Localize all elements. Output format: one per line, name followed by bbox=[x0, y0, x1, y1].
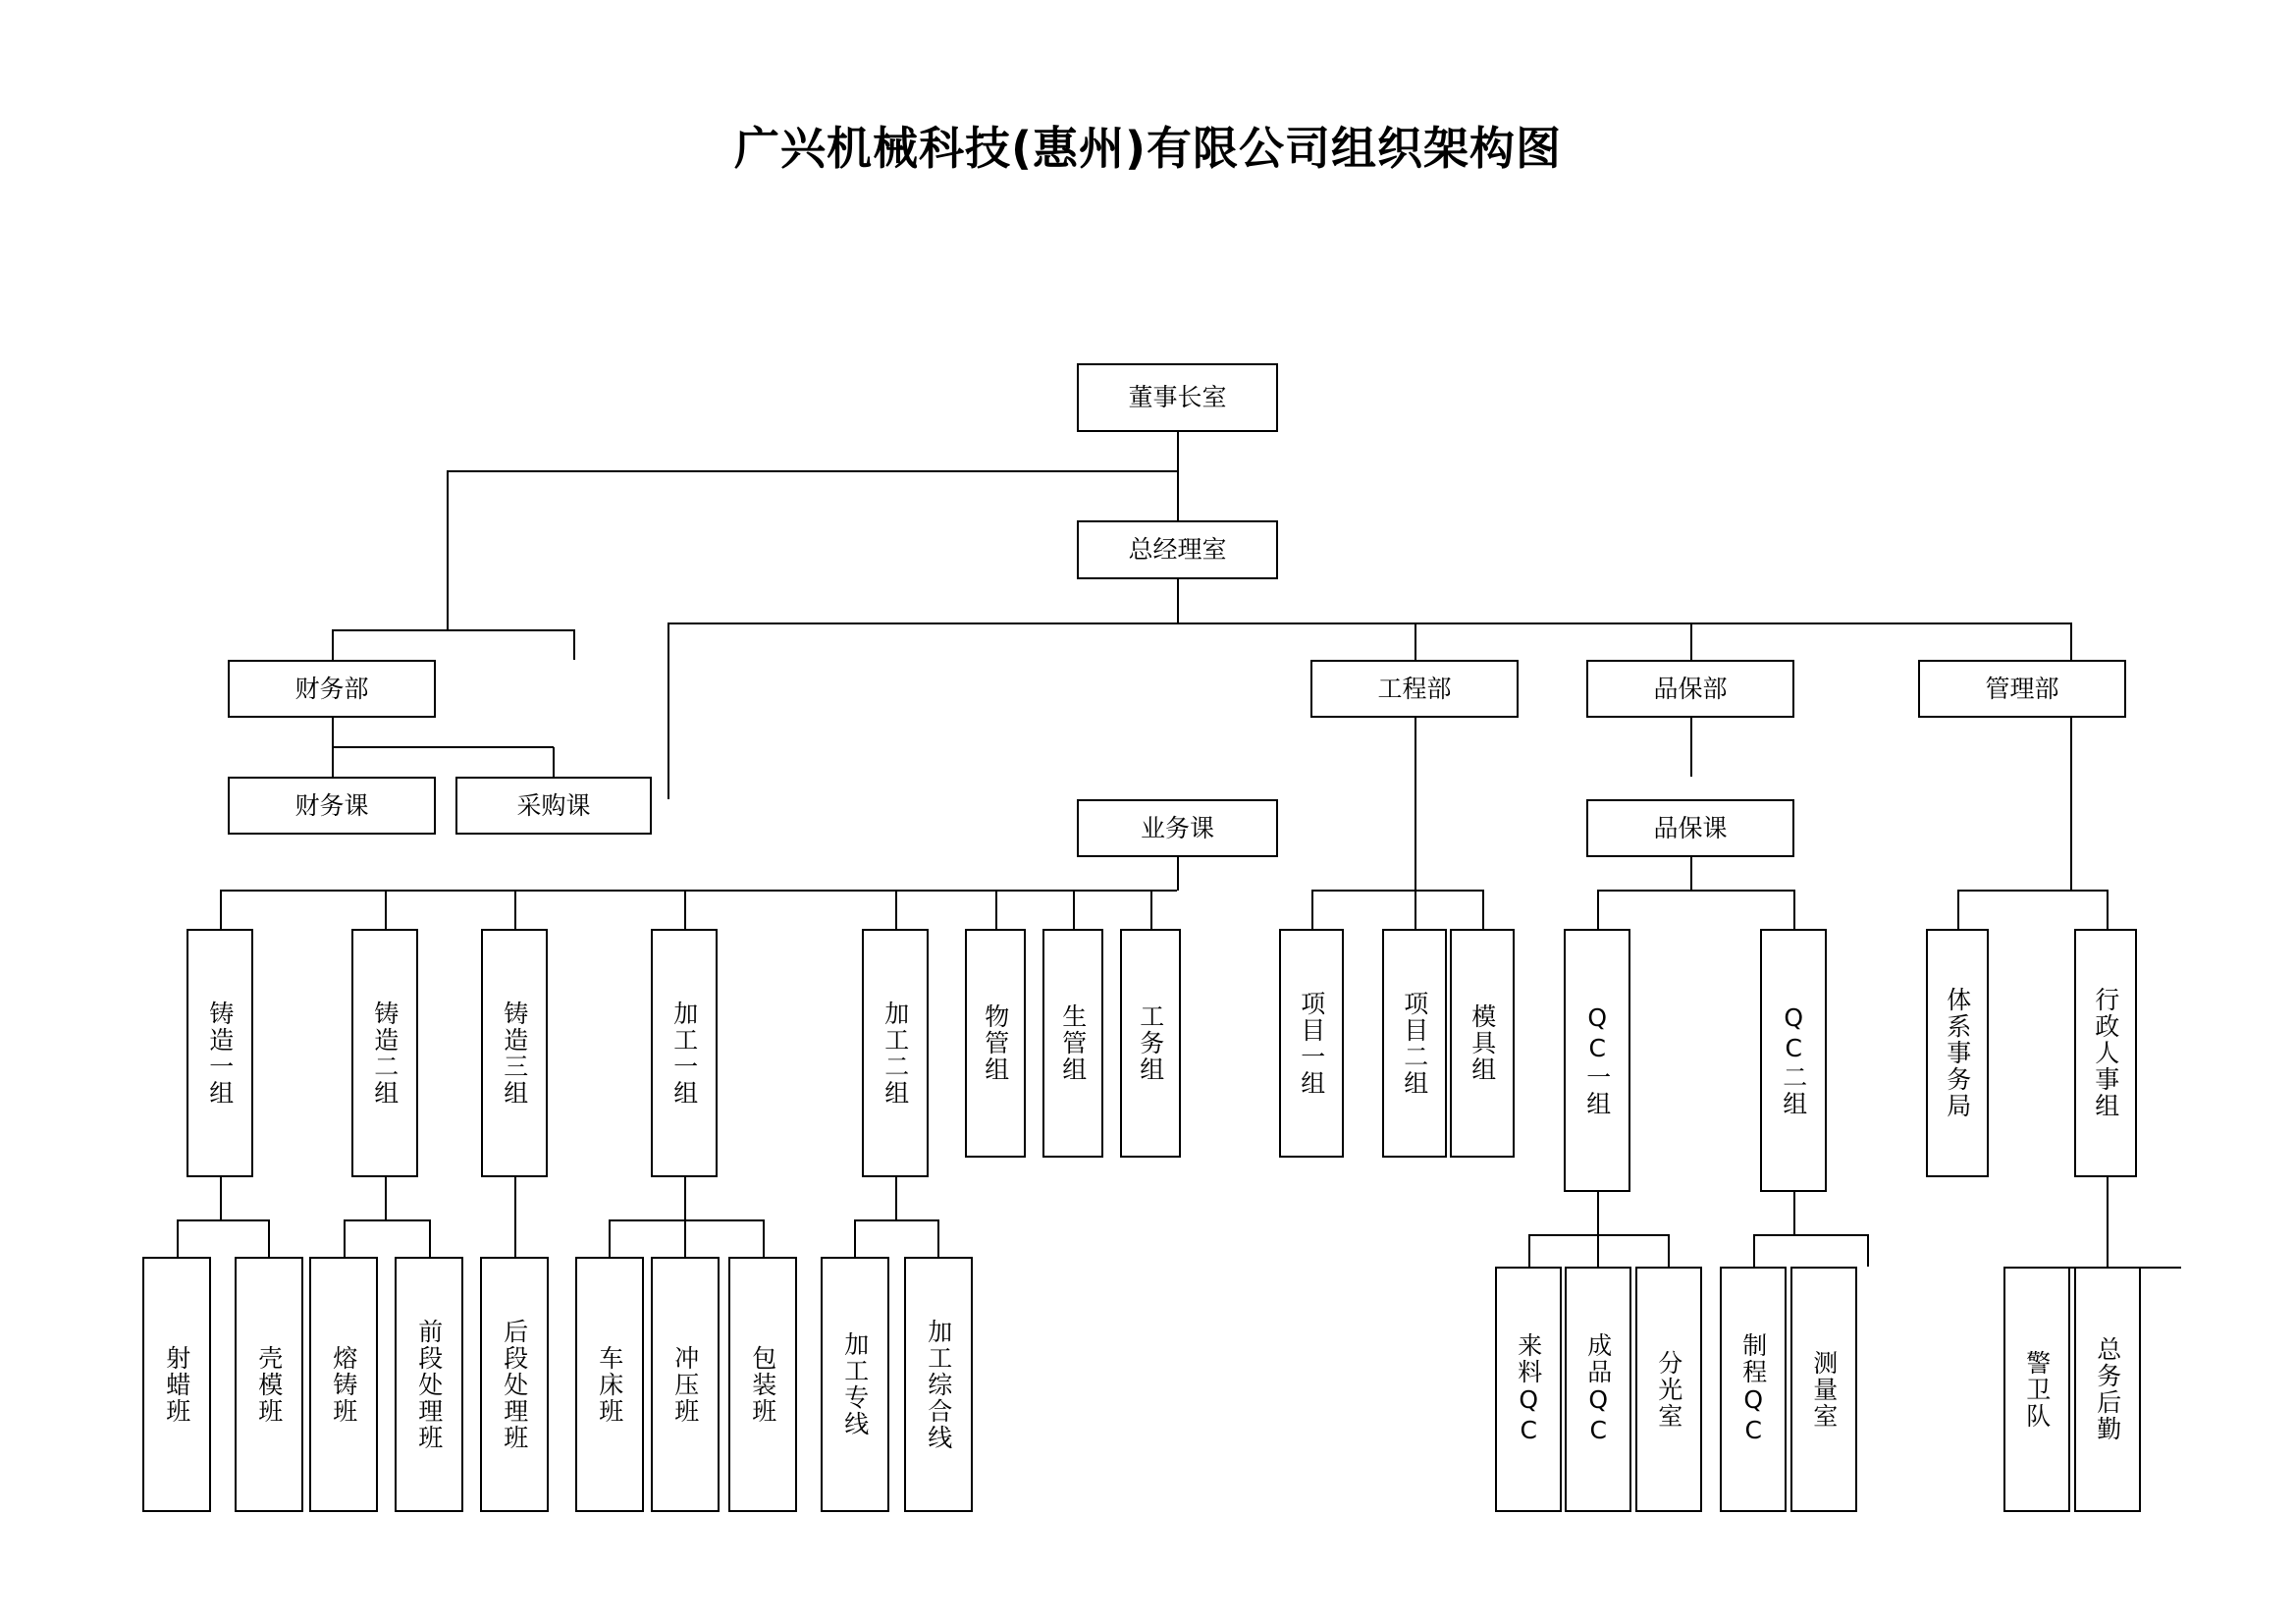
connector bbox=[995, 890, 997, 929]
node-project-group-2[interactable]: 项目二组 bbox=[1382, 929, 1447, 1158]
node-security-team[interactable]: 警卫队 bbox=[2003, 1267, 2070, 1512]
node-machining-general-line[interactable]: 加工综合线 bbox=[904, 1257, 973, 1512]
connector bbox=[684, 1177, 686, 1219]
connector bbox=[332, 746, 554, 748]
node-final-qc[interactable]: 成品QC bbox=[1565, 1267, 1631, 1512]
node-system-affairs-bureau[interactable]: 体系事务局 bbox=[1926, 929, 1989, 1177]
node-lathe-team[interactable]: 车床班 bbox=[575, 1257, 644, 1512]
connector bbox=[177, 1219, 269, 1221]
connector bbox=[1311, 890, 1483, 892]
connector bbox=[1177, 857, 1179, 891]
connector bbox=[1690, 857, 1692, 891]
connector bbox=[667, 623, 669, 799]
node-in-process-qc[interactable]: 制程QC bbox=[1720, 1267, 1787, 1512]
connector bbox=[573, 629, 575, 660]
connector bbox=[1957, 890, 2108, 892]
connector bbox=[1597, 1234, 1599, 1267]
node-material-control-group[interactable]: 物管组 bbox=[965, 929, 1026, 1158]
node-general-manager-office[interactable]: 总经理室 bbox=[1077, 520, 1278, 579]
connector bbox=[332, 629, 334, 660]
connector bbox=[1867, 1234, 1869, 1267]
node-casting-group-3[interactable]: 铸造三组 bbox=[481, 929, 548, 1177]
connector bbox=[854, 1219, 856, 1257]
connector bbox=[553, 747, 555, 777]
node-admin-dept[interactable]: 管理部 bbox=[1918, 660, 2126, 718]
connector bbox=[344, 1219, 430, 1221]
connector bbox=[895, 890, 897, 929]
node-machining-group-2[interactable]: 加工二组 bbox=[862, 929, 929, 1177]
connector bbox=[1415, 718, 1416, 890]
node-packaging-team[interactable]: 包装班 bbox=[728, 1257, 797, 1512]
node-qc-group-1[interactable]: QC一组 bbox=[1564, 929, 1630, 1192]
connector bbox=[1150, 890, 1152, 929]
node-melting-casting-team[interactable]: 熔铸班 bbox=[309, 1257, 378, 1512]
node-production-control-group[interactable]: 生管组 bbox=[1042, 929, 1103, 1158]
connector bbox=[667, 623, 2071, 624]
connector bbox=[2107, 890, 2109, 929]
connector bbox=[332, 629, 574, 631]
connector bbox=[1073, 890, 1075, 929]
connector bbox=[268, 1219, 270, 1257]
connector bbox=[447, 470, 1179, 472]
connector bbox=[609, 1219, 611, 1257]
connector bbox=[1597, 890, 1599, 929]
node-engineering-dept[interactable]: 工程部 bbox=[1310, 660, 1519, 718]
page-title: 广兴机械科技(惠州)有限公司组织架构图 bbox=[733, 122, 1563, 175]
node-facilities-group[interactable]: 工务组 bbox=[1120, 929, 1181, 1158]
connector bbox=[1528, 1234, 1530, 1267]
node-wax-injection-team[interactable]: 射蜡班 bbox=[142, 1257, 211, 1512]
connector bbox=[220, 890, 1177, 892]
connector bbox=[385, 1177, 387, 1219]
node-qc-group-2[interactable]: QC二组 bbox=[1760, 929, 1827, 1192]
node-shell-mold-team[interactable]: 壳模班 bbox=[235, 1257, 303, 1512]
connector bbox=[1597, 890, 1794, 892]
node-project-group-1[interactable]: 项目一组 bbox=[1279, 929, 1344, 1158]
connector bbox=[1753, 1234, 1868, 1236]
connector bbox=[1177, 432, 1179, 520]
connector bbox=[514, 1177, 516, 1257]
node-front-process-team[interactable]: 前段处理班 bbox=[395, 1257, 463, 1512]
connector bbox=[1690, 623, 1692, 660]
connector bbox=[344, 1219, 346, 1257]
connector bbox=[514, 890, 516, 929]
node-stamping-team[interactable]: 冲压班 bbox=[651, 1257, 720, 1512]
connector bbox=[937, 1219, 939, 1257]
connector bbox=[1793, 1192, 1795, 1234]
connector bbox=[2107, 1177, 2109, 1267]
connector bbox=[1482, 890, 1484, 929]
connector bbox=[1753, 1234, 1755, 1267]
connector bbox=[1793, 890, 1795, 929]
connector bbox=[854, 1219, 938, 1221]
connector bbox=[895, 1177, 897, 1219]
connector bbox=[684, 1219, 686, 1257]
connector bbox=[447, 470, 449, 630]
node-finance-section[interactable]: 财务课 bbox=[228, 777, 436, 835]
node-casting-group-1[interactable]: 铸造一组 bbox=[187, 929, 253, 1177]
node-mold-group[interactable]: 模具组 bbox=[1450, 929, 1515, 1158]
connector bbox=[1415, 890, 1416, 929]
connector bbox=[1690, 718, 1692, 777]
connector bbox=[1311, 890, 1313, 929]
node-machining-special-line[interactable]: 加工专线 bbox=[821, 1257, 889, 1512]
connector bbox=[220, 1177, 222, 1219]
node-measurement-room[interactable]: 测量室 bbox=[1790, 1267, 1857, 1512]
connector bbox=[763, 1219, 765, 1257]
connector bbox=[1668, 1234, 1670, 1267]
node-spectrometer-room[interactable]: 分光室 bbox=[1635, 1267, 1702, 1512]
node-finance-dept[interactable]: 财务部 bbox=[228, 660, 436, 718]
connector bbox=[684, 890, 686, 929]
connector bbox=[2070, 623, 2072, 660]
connector bbox=[220, 890, 222, 929]
connector bbox=[1957, 890, 1959, 929]
node-incoming-qc[interactable]: 来料QC bbox=[1495, 1267, 1562, 1512]
node-quality-dept[interactable]: 品保部 bbox=[1586, 660, 1794, 718]
connector bbox=[609, 1219, 764, 1221]
node-casting-group-2[interactable]: 铸造二组 bbox=[351, 929, 418, 1177]
node-machining-group-1[interactable]: 加工一组 bbox=[651, 929, 718, 1177]
node-purchasing-section[interactable]: 采购课 bbox=[455, 777, 652, 835]
connector bbox=[1597, 1192, 1599, 1234]
connector bbox=[385, 890, 387, 929]
connector bbox=[429, 1219, 431, 1257]
connector bbox=[2070, 718, 2072, 890]
node-business-section[interactable]: 业务课 bbox=[1077, 799, 1278, 857]
node-admin-hr-group[interactable]: 行政人事组 bbox=[2074, 929, 2137, 1177]
connector bbox=[1415, 623, 1416, 660]
node-quality-section[interactable]: 品保课 bbox=[1586, 799, 1794, 857]
node-back-process-team[interactable]: 后段处理班 bbox=[480, 1257, 549, 1512]
connector bbox=[177, 1219, 179, 1257]
connector bbox=[1177, 579, 1179, 623]
node-chairman-office[interactable]: 董事长室 bbox=[1077, 363, 1278, 432]
node-general-affairs-logistics[interactable]: 总务后勤 bbox=[2074, 1267, 2141, 1512]
